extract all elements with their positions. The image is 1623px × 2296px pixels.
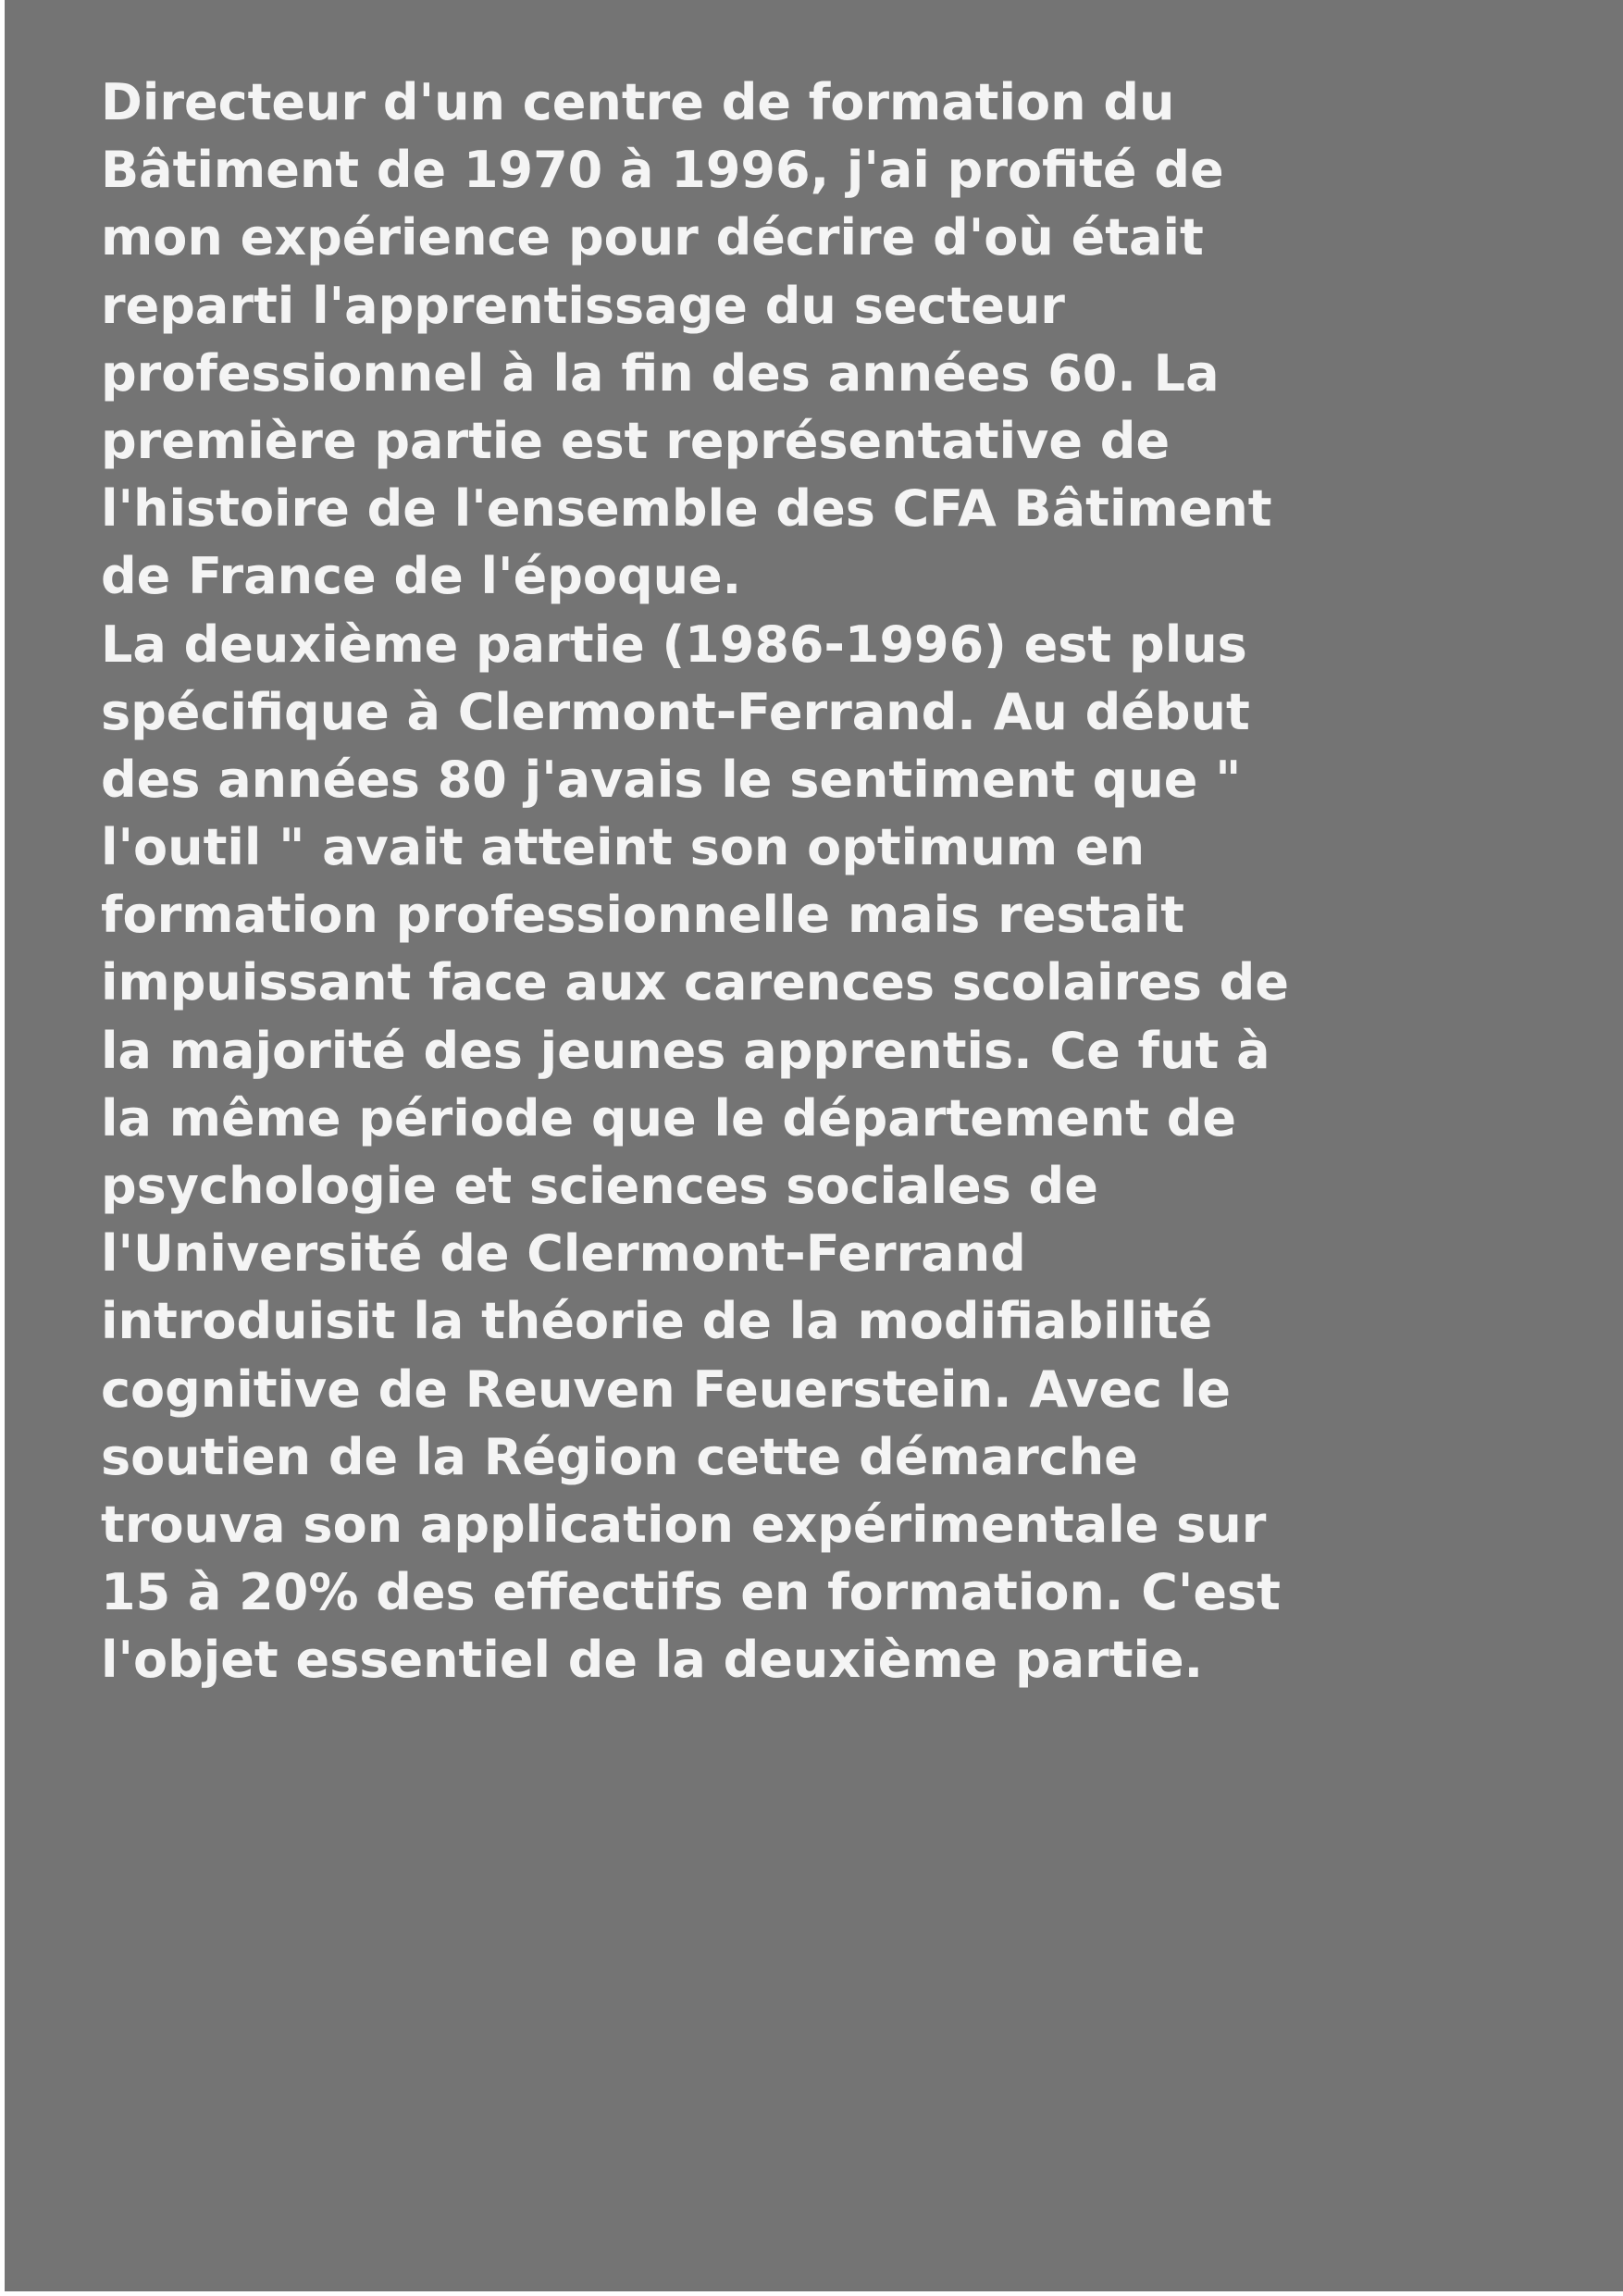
text-line: formation professionnelle mais restait: [101, 886, 1185, 945]
text-line: Directeur d'un centre de formation du: [101, 73, 1175, 131]
text-line: l'outil " avait atteint son optimum en: [101, 818, 1146, 877]
text-line: La deuxième partie (1986-1996) est plus: [101, 614, 1247, 674]
text-line: la majorité des jeunes apprentis. Ce fut à: [101, 1021, 1270, 1080]
text-line: la même période que le département de: [101, 1088, 1237, 1148]
text-line: professionnel à la fin des années 60. La: [101, 343, 1220, 403]
text-line: cognitive de Reuven Feuerstein. Avec le: [101, 1359, 1231, 1419]
text-line: l'histoire de l'ensemble des CFA Bâtiment: [101, 479, 1272, 539]
text-line: 15 à 20% des effectifs en formation. C'est: [101, 1563, 1281, 1622]
text-line: Bâtiment de 1970 à 1996, j'ai profité de: [101, 141, 1224, 200]
page: [5, 0, 1623, 2291]
text-line: première partie est représentative de: [101, 411, 1171, 470]
text-line: trouva son application expérimentale sur: [101, 1495, 1267, 1554]
text-line: reparti l'apprentissage du secteur: [101, 276, 1065, 335]
text-line: spécifique à Clermont-Ferrand. Au début: [101, 682, 1250, 741]
text-line: l'objet essentiel de la deuxième partie.: [101, 1631, 1204, 1690]
body-text: [101, 68, 1544, 1694]
text-line: impuissant face aux carences scolaires de: [101, 953, 1289, 1012]
text-line: des années 80 j'avais le sentiment que ": [101, 750, 1242, 809]
text-line: psychologie et sciences sociales de: [101, 1157, 1098, 1215]
text-line: de France de l'époque.: [101, 547, 742, 606]
text-line: l'Université de Clermont-Ferrand: [101, 1224, 1026, 1284]
text-line: soutien de la Région cette démarche: [101, 1427, 1138, 1486]
text-line: mon expérience pour décrire d'où était: [101, 208, 1204, 267]
text-line: introduisit la théorie de la modifiabilité: [101, 1292, 1213, 1351]
